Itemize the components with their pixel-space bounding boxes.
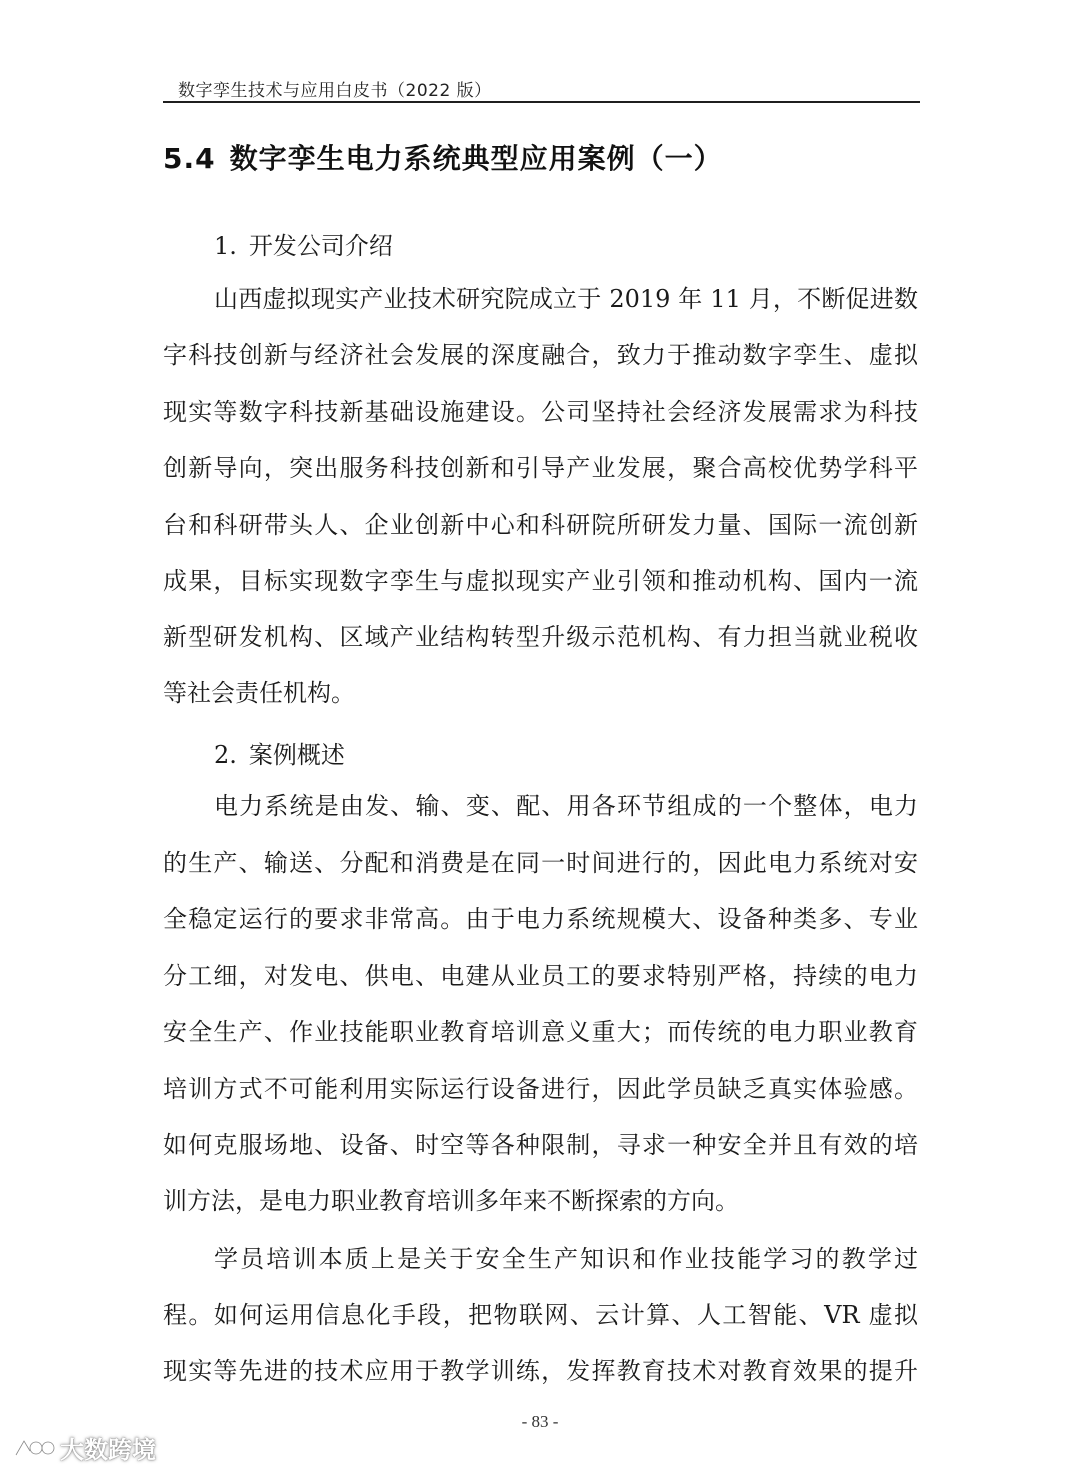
paragraph-line: 创新导向，突出服务科技创新和引导产业发展，聚合高校优势学科平 — [163, 454, 918, 482]
subsection-heading-2 — [214, 735, 345, 770]
running-header: 数字孪生技术与应用白皮书（2022 版） — [178, 81, 492, 101]
subsection-heading-1 — [214, 226, 393, 261]
paragraph-line: 的生产、输送、分配和消费是在同一时间进行的，因此电力系统对安 — [163, 849, 918, 877]
paragraph-line: 新型研发机构、区域产业结构转型升级示范机构、有力担当就业税收 — [163, 623, 918, 651]
subsection-number: 2. — [214, 741, 237, 769]
paragraph-line: 如何克服场地、设备、时空等各种限制，寻求一种安全并且有效的培 — [163, 1131, 918, 1159]
section-title-text: 数字孪生电力系统典型应用案例（一） — [229, 142, 723, 175]
header-rule — [163, 101, 920, 103]
page-number: - 83 - — [521, 1412, 559, 1431]
subsection-title: 开发公司介绍 — [248, 232, 393, 260]
paragraph-line: 程。如何运用信息化手段，把物联网、云计算、人工智能、VR 虚拟 — [163, 1301, 918, 1329]
paragraph-line: 电力系统是由发、输、变、配、用各环节组成的一个整体，电力 — [214, 792, 918, 820]
section-title — [163, 137, 723, 177]
paragraph-line: 学员培训本质上是关于安全生产知识和作业技能学习的教学过 — [214, 1245, 918, 1273]
paragraph-line: 山西虚拟现实产业技术研究院成立于 2019 年 11 月，不断促进数 — [214, 285, 918, 313]
paragraph-line: 字科技创新与经济社会发展的深度融合，致力于推动数字孪生、虚拟 — [163, 341, 918, 369]
subsection-number: 1. — [214, 232, 237, 260]
paragraph-line: 等社会责任机构。 — [163, 679, 355, 707]
subsection-title: 案例概述 — [248, 741, 345, 769]
paragraph-line: 全稳定运行的要求非常高。由于电力系统规模大、设备种类多、专业 — [163, 905, 918, 933]
watermark — [12, 1430, 156, 1465]
paragraph-line: 台和科研带头人、企业创新中心和科研院所研发力量、国际一流创新 — [163, 511, 918, 539]
section-number: 5.4 — [163, 142, 216, 175]
watermark-text: 大数跨境 — [60, 1436, 156, 1464]
watermark-logo-icon — [12, 1433, 56, 1463]
paragraph-line: 成果，目标实现数字孪生与虚拟现实产业引领和推动机构、国内一流 — [163, 567, 918, 595]
paragraph-line: 现实等先进的技术应用于教学训练，发挥教育技术对教育效果的提升 — [163, 1357, 918, 1385]
paragraph-line: 训方法，是电力职业教育培训多年来不断探索的方向。 — [163, 1187, 739, 1215]
paragraph-line: 安全生产、作业技能职业教育培训意义重大；而传统的电力职业教育 — [163, 1018, 918, 1046]
paragraph-line: 培训方式不可能利用实际运行设备进行，因此学员缺乏真实体验感。 — [163, 1075, 918, 1103]
paragraph-line: 现实等数字科技新基础设施建设。公司坚持社会经济发展需求为科技 — [163, 398, 918, 426]
paragraph-line: 分工细，对发电、供电、电建从业员工的要求特别严格，持续的电力 — [163, 962, 918, 990]
